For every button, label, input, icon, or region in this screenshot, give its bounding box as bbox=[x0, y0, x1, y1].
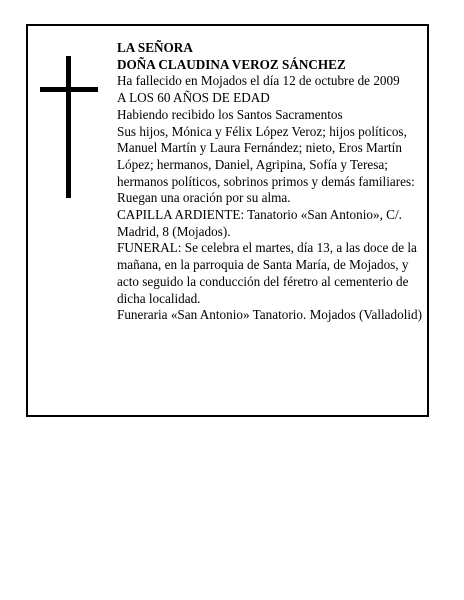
cross-icon bbox=[40, 56, 98, 198]
funeral-home-info: Funeraria «San Antonio» Tanatorio. Mojados (Valladolid) bbox=[117, 307, 423, 323]
cross-vertical-bar bbox=[66, 56, 71, 198]
chapel-info: CAPILLA ARDIENTE: Tanatorio «San Antonio», C/. Madrid, 8 (Mojados). bbox=[117, 207, 402, 239]
sacraments-statement: Habiendo recibido los Santos Sacramentos bbox=[117, 106, 343, 122]
death-statement: Ha fallecido en Mojados el día 12 de octubre de 2009 bbox=[117, 73, 400, 89]
family-paragraph: Sus hijos, Mónica y Félix López Veroz; hijos políticos, Manuel Martín y Laura Fernández; nieto, Eros Martín López; hermanos, Daniel, Agripina, Sofía y Teresa; hermanos políticos, sobrinos primos y demás familiares: bbox=[117, 123, 415, 189]
obituary-notice bbox=[26, 24, 429, 417]
deceased-name: DOÑA CLAUDINA VEROZ SÁNCHEZ bbox=[117, 56, 346, 72]
age-statement: A LOS 60 AÑOS DE EDAD bbox=[117, 90, 270, 106]
funeral-info: FUNERAL: Se celebra el martes, día 13, a las doce de la mañana, en la parroquia de Santa María, de Mojados, y acto seguido la conducción del féretro al cementerio de dicha localidad. bbox=[117, 240, 417, 306]
cross-horizontal-bar bbox=[40, 87, 98, 92]
obituary-text bbox=[117, 40, 423, 324]
prayer-request: Ruegan una oración por su alma. bbox=[117, 190, 291, 206]
title-line: LA SEÑORA bbox=[117, 40, 193, 55]
